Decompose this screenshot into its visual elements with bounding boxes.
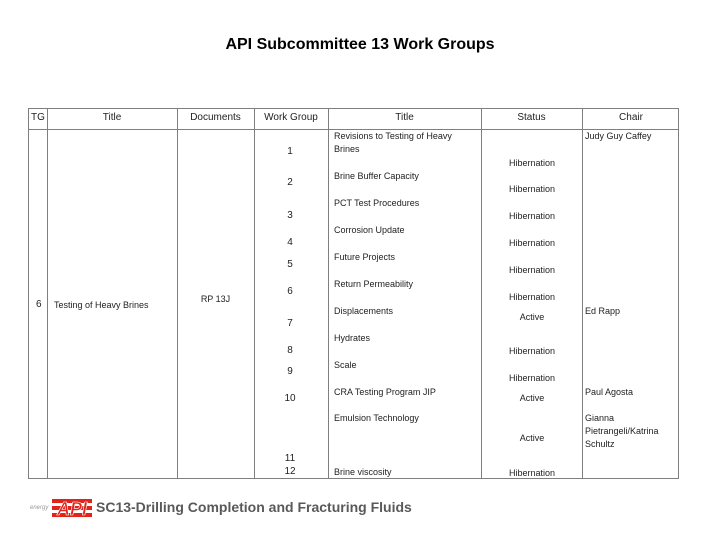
- header-work-group: Work Group: [264, 112, 318, 123]
- header-documents: Documents: [190, 112, 241, 123]
- wg-status: Hibernation: [508, 346, 556, 356]
- header-wg-title: Title: [395, 112, 414, 123]
- wg-title: Brine viscosity: [334, 467, 392, 477]
- wg-title: Displacements: [334, 306, 394, 316]
- header-status: Status: [517, 112, 546, 123]
- wg-title: Future Projects: [334, 252, 396, 262]
- wg-title: Corrosion Update: [334, 225, 405, 235]
- wg-number: 3: [287, 210, 293, 221]
- wg-status: Active: [519, 393, 545, 403]
- work-groups-table: [28, 108, 679, 479]
- wg-number: 8: [287, 345, 293, 356]
- api-logo-text: API: [56, 499, 88, 519]
- wg-status: Hibernation: [508, 292, 556, 302]
- wg-status: Hibernation: [508, 238, 556, 248]
- wg-chair: Ed Rapp: [585, 306, 621, 316]
- column-divider: [47, 109, 48, 478]
- wg-status: Hibernation: [508, 211, 556, 221]
- wg-number: 12: [284, 466, 296, 477]
- header-title: Title: [102, 112, 122, 123]
- wg-number: 9: [287, 366, 293, 377]
- wg-chair: Gianna: [585, 413, 615, 423]
- wg-status: Active: [519, 433, 545, 443]
- wg-number: 6: [287, 286, 293, 297]
- wg-status: Hibernation: [508, 184, 556, 194]
- wg-title: Hydrates: [334, 333, 371, 343]
- wg-number: 11: [284, 453, 296, 464]
- header-chair: Chair: [619, 112, 643, 123]
- wg-status: Hibernation: [508, 468, 556, 478]
- tg-number: 6: [36, 299, 42, 310]
- wg-title: Revisions to Testing of Heavy: [334, 131, 452, 141]
- wg-title: Scale: [334, 360, 357, 370]
- wg-chair: Judy Guy Caffey: [585, 131, 652, 141]
- wg-title: Return Permeability: [334, 279, 414, 289]
- footer-title: SC13-Drilling Completion and Fracturing Fluids: [96, 499, 412, 515]
- wg-title: Brine Buffer Capacity: [334, 171, 419, 181]
- tg-documents: RP 13J: [200, 294, 231, 304]
- footer-banner: [30, 496, 450, 522]
- wg-title: PCT Test Procedures: [334, 198, 420, 208]
- page-title: API Subcommittee 13 Work Groups: [225, 36, 495, 53]
- wg-title: Brines: [334, 144, 360, 154]
- wg-chair: Schultz: [585, 439, 615, 449]
- wg-number: 4: [287, 237, 293, 248]
- wg-title: Emulsion Technology: [334, 413, 419, 423]
- wg-number: 7: [287, 318, 293, 329]
- wg-status: Hibernation: [508, 265, 556, 275]
- api-logo-icon: [52, 497, 92, 519]
- wg-status: Active: [519, 312, 545, 322]
- wg-number: 5: [287, 259, 293, 270]
- wg-number: 2: [287, 177, 293, 188]
- wg-chair: Paul Agosta: [585, 387, 634, 397]
- wg-number: 10: [284, 393, 296, 404]
- header-tg: TG: [31, 112, 45, 123]
- wg-number: 1: [287, 146, 293, 157]
- energy-tagline: energy: [30, 505, 49, 511]
- wg-chair: Pietrangeli/Katrina: [585, 426, 659, 436]
- column-divider: [328, 109, 329, 478]
- wg-status: Hibernation: [508, 373, 556, 383]
- wg-status: Hibernation: [508, 158, 556, 168]
- tg-title: Testing of Heavy Brines: [54, 300, 149, 310]
- wg-title: CRA Testing Program JIP: [334, 387, 436, 397]
